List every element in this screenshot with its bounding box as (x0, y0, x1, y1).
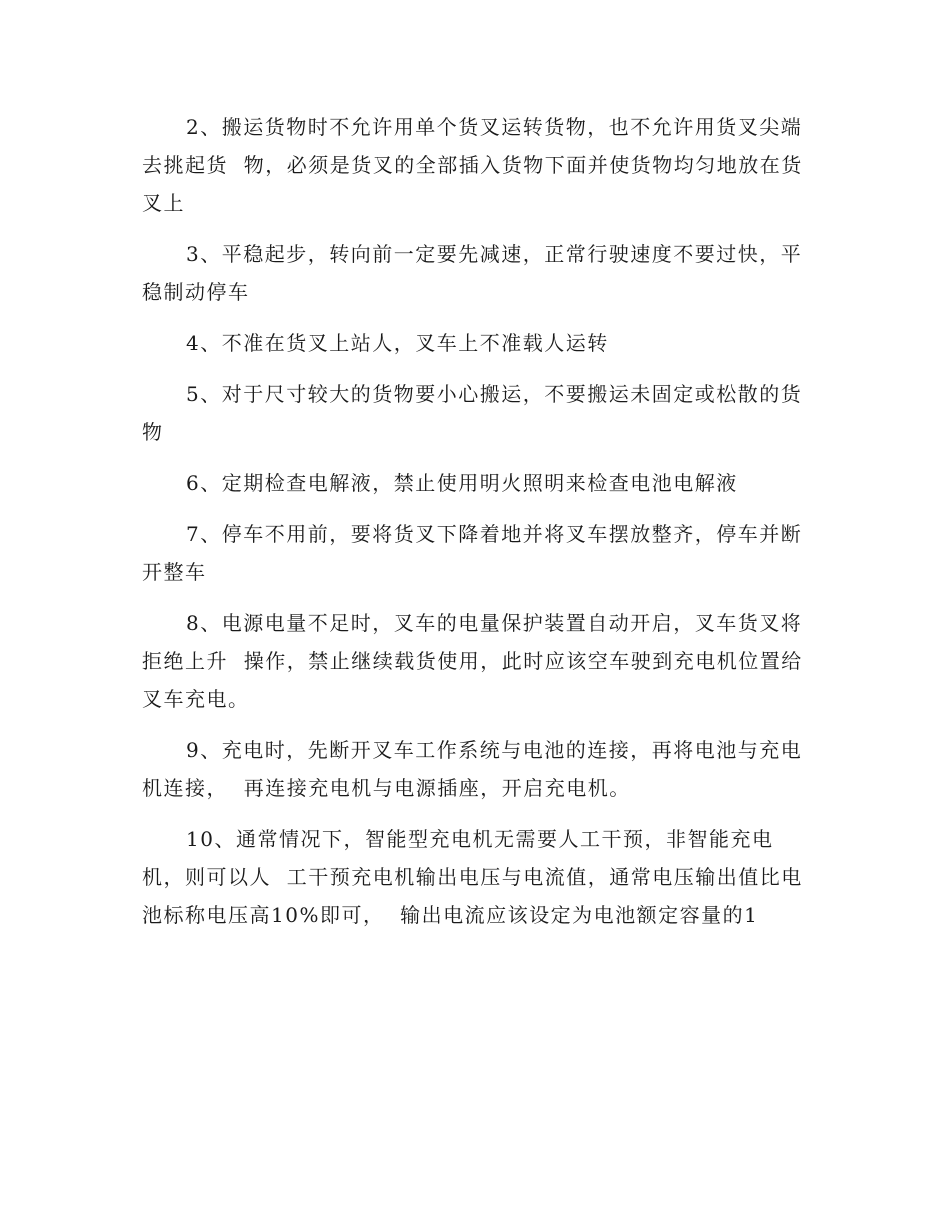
paragraph-item-3: 3、平稳起步，转向前一定要先减速，正常行驶速度不要过快，平稳制动停车 (142, 242, 803, 304)
document-body (142, 108, 812, 947)
paragraph-item-4: 4、不准在货叉上站人，叉车上不准载人运转 (186, 331, 609, 355)
paragraph-item-8: 8、电源电量不足时，叉车的电量保护装置自动开启，叉车货叉将拒绝上升 操作，禁止继续载货使用，此时应该空车驶到充电机位置给叉车充电。 (142, 611, 803, 711)
paragraph-item-10: 10、通常情况下，智能型充电机无需要人工干预，非智能充电机，则可以人 工干预充电机输出电压与电流值，通常电压输出值比电池标称电压高10%即可， 输出电流应该设定为电池额定容量的1 (142, 827, 803, 927)
paragraph-item-5: 5、对于尺寸较大的货物要小心搬运，不要搬运未固定或松散的货物 (142, 382, 803, 444)
paragraph-item-2: 2、搬运货物时不允许用单个货叉运转货物，也不允许用货叉尖端去挑起货 物，必须是货叉的全部插入货物下面并使货物均匀地放在货叉上 (142, 115, 803, 215)
paragraph-item-7: 7、停车不用前，要将货叉下降着地并将叉车摆放整齐，停车并断开整车 (142, 522, 803, 584)
paragraph-item-6: 6、定期检查电解液，禁止使用明火照明来检查电池电解液 (186, 471, 738, 495)
paragraph-item-9: 9、充电时，先断开叉车工作系统与电池的连接，再将电池与充电机连接， 再连接充电机与电源插座，开启充电机。 (142, 738, 803, 800)
